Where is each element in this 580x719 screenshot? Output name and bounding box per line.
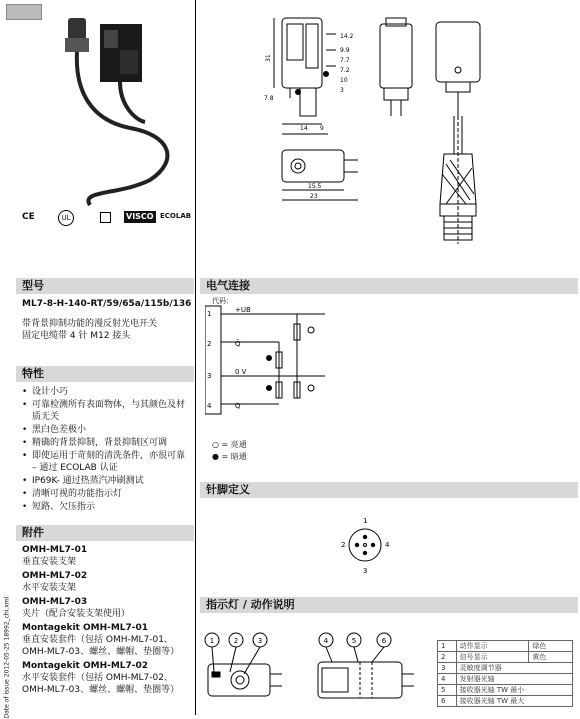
pin-3-label: 0 V <box>235 368 247 376</box>
feature-item: • 清晰可视的功能指示灯 <box>20 488 190 500</box>
row-label: 接收器光轴 TW 最小 <box>456 685 572 696</box>
dim-23: 23 <box>310 193 318 200</box>
dim-7-2: 7.2 <box>340 67 350 74</box>
pin-4-label: Q <box>235 402 241 410</box>
table-row <box>438 696 573 707</box>
table-row <box>438 663 573 674</box>
accessory-desc: 垂直安装套件（包括 OMH-ML7-01、OMH-ML7-03、螺丝、螺帽、垫圈等） <box>22 635 180 657</box>
row-num: 4 <box>438 674 457 685</box>
dim-7-8: 7.8 <box>264 95 274 102</box>
dimension-drawing <box>260 4 575 274</box>
feature-item: • IP69K- 通过热蒸汽冲刷测试 <box>20 475 190 487</box>
issue-date-note: Date of issue 2012-05-25 18992_chi.xml <box>3 596 11 719</box>
feature-item: • 可靠检测所有表面物体，与其颜色及材质无关 <box>20 399 190 423</box>
pin-3-num: 3 <box>207 372 212 380</box>
legend-light-on: ○ = 亮通 <box>212 440 247 449</box>
row-num: 1 <box>438 641 457 652</box>
accessory-name: Montagekit OMH-ML7-01 <box>22 623 149 633</box>
dim-14-2: 14.2 <box>340 33 354 40</box>
indicator-legend-table <box>437 640 573 707</box>
pin-label-3: 3 <box>363 567 368 575</box>
pin-2-num: 2 <box>207 340 212 348</box>
accessory-desc: 夹片（配合安装支架使用） <box>22 609 131 619</box>
ce-logo-icon: CE <box>22 212 35 222</box>
wiring-diagram <box>205 302 335 418</box>
double-insulation-icon <box>100 212 111 223</box>
pin-2-label: Q̄ <box>235 340 241 348</box>
row-label: 接收器光轴 TW 最大 <box>456 696 572 707</box>
row-label: 灵敏度调节器 <box>456 663 572 674</box>
dim-31: 31 <box>265 54 272 62</box>
dim-14: 14 <box>300 125 308 132</box>
accessory-name: OMH-ML7-01 <box>22 545 88 555</box>
dim-3: 3 <box>340 87 344 94</box>
section-type-header: 型号 <box>16 278 194 294</box>
callout-6: 6 <box>381 637 387 645</box>
feature-item: • 黑白色差极小 <box>20 424 190 436</box>
pin-4-num: 4 <box>207 402 212 410</box>
accessory-desc: 水平安装支架 <box>22 583 77 593</box>
dim-9-9: 9.9 <box>340 47 350 54</box>
callout-1: 1 <box>209 637 215 645</box>
dim-10: 10 <box>340 77 348 84</box>
model-number: ML7-8-H-140-RT/59/65a/115b/136 <box>22 299 192 309</box>
row-label: 动作显示 <box>456 641 529 652</box>
ecolab-logo-icon: ECOLAB <box>160 212 192 220</box>
feature-item: • 设计小巧 <box>20 386 190 398</box>
accessory-desc: 垂直安装支架 <box>22 557 77 567</box>
accessory-desc: 水平安装套件（包括 OMH-ML7-02、OMH-ML7-03、螺丝、螺帽、垫圈等） <box>22 673 180 695</box>
code-label: 代码： <box>212 297 233 305</box>
indicator-drawing <box>200 628 432 712</box>
row-label: 发射器光轴 <box>456 674 572 685</box>
table-row <box>438 685 573 696</box>
table-row <box>438 641 573 652</box>
dim-9: 9 <box>320 125 324 132</box>
accessories-list <box>22 544 192 698</box>
feature-item: • 精确的背景抑制，背景抑制区可调 <box>20 437 190 449</box>
certification-row <box>22 210 192 226</box>
feature-item: • 即使运用于苛刻的清洗条件，亦很可靠 – 通过 ECOLAB 认证 <box>20 450 190 474</box>
feature-item: • 短路、欠压指示 <box>20 501 190 513</box>
row-num: 3 <box>438 663 457 674</box>
pin-diagram <box>335 515 405 575</box>
product-photo <box>20 10 190 210</box>
section-pin-header: 针脚定义 <box>200 482 578 498</box>
row-color: 绿色 <box>529 641 573 652</box>
callout-3: 3 <box>257 637 263 645</box>
row-num: 2 <box>438 652 457 663</box>
table-row <box>438 652 573 663</box>
pin-1-label: +UB <box>235 306 251 314</box>
section-accessories-header: 附件 <box>16 525 194 541</box>
callout-2: 2 <box>233 637 239 645</box>
product-desc-2: 固定电缆带 4 针 M12 接头 <box>22 331 131 341</box>
pin-label-4: 4 <box>385 541 390 549</box>
ul-logo-icon: UL <box>58 210 74 226</box>
row-num: 6 <box>438 696 457 707</box>
dim-7-7: 7.7 <box>340 57 350 64</box>
product-desc-1: 带背景抑制功能的漫反射光电开关 <box>22 319 158 329</box>
pin-label-1: 1 <box>363 517 368 525</box>
accessory-name: OMH-ML7-02 <box>22 571 88 581</box>
table-row <box>438 674 573 685</box>
row-color: 黄色 <box>529 652 573 663</box>
section-features-header: 特性 <box>16 366 194 382</box>
column-divider <box>195 0 196 715</box>
accessory-name: OMH-ML7-03 <box>22 597 88 607</box>
pin-label-2: 2 <box>341 541 346 549</box>
callout-4: 4 <box>323 637 329 645</box>
legend-dark-on: ● = 暗通 <box>212 452 247 461</box>
dim-15-5: 15.5 <box>308 183 322 190</box>
pin-1-num: 1 <box>207 310 212 318</box>
accessory-name: Montagekit OMH-ML7-02 <box>22 661 149 671</box>
section-indicator-header: 指示灯 / 动作说明 <box>200 597 578 613</box>
row-num: 5 <box>438 685 457 696</box>
row-label: 信号显示 <box>456 652 529 663</box>
features-list <box>20 386 190 514</box>
visco-logo-icon: VISCO <box>126 212 154 221</box>
callout-5: 5 <box>351 637 357 645</box>
section-electrical-header: 电气连接 <box>200 278 578 294</box>
